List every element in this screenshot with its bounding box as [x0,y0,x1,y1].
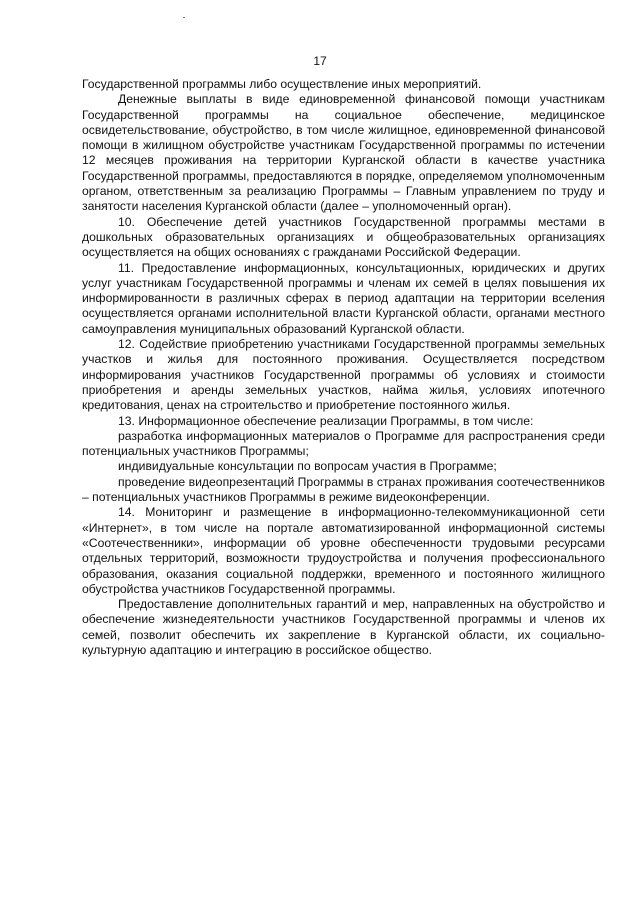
paragraph-continuation: Государственной программы либо осуществление иных мероприятий. [82,77,482,91]
page-number: 17 [313,54,327,68]
paragraph-item-13: 13. Информационное обеспечение реализации Программы, в том числе: [118,413,534,428]
paragraph-item-13-materials: разработка информационных материалов о Программе для распространения среди потенциальных участников Программы; [82,428,605,459]
document-body [82,77,605,658]
paragraph-conclusion: Предоставление дополнительных гарантий и мер, направленных на обустройство и обеспечение жизнедеятельности участников Государственной программы и членов их семей, позволит обеспечить их закрепление в Курганской области, их социально-культурную адаптацию и интеграцию в российское общество. [82,597,605,657]
paragraph-payments: Денежные выплаты в виде единовременной финансовой помощи участникам Государственной программы на социальное обеспечение, медицинское освидетельствование, обустройство, в том числе жилищное, единовременной финансовой помощи в жилищном обустройстве участникам Государственной программы по истечении 12 месяцев проживания на территории Курганской области в качестве участника Государственной программы, предоставляются в порядке, определяемом уполномоченным органом, ответственным за реализацию Программы – Главным управлением по труду и занятости населения Курганской области (далее – уполномоченный орган). [82,92,605,214]
paragraph-item-12: 12. Содействие приобретению участниками Государственной программы земельных участков и жилья для постоянного проживания. Осуществляется посредством информирования участников Государственной программы об условиях и стоимости приобретения и аренды земельных участков, найма жилья, условиях ипотечного кредитования, ценах на строительство и приобретение постоянного жилья. [82,337,605,413]
scan-speck [183,17,185,18]
paragraph-item-13-videopresentations: проведение видеопрезентаций Программы в странах проживания соотечественников – потенциальных участников Программы в режиме видеоконференции. [82,474,605,505]
paragraph-item-10: 10. Обеспечение детей участников Государственной программы местами в дошкольных образовательных организациях и общеобразовательных организациях осуществляется на общих основаниях с гражданами Российской Федерации. [82,214,605,260]
paragraph-item-14: 14. Мониторинг и размещение в информационно-телекоммуникационной сети «Интернет», в том числе на портале автоматизированной информационной системы «Соотечественники», информации об уровне обеспеченности трудовыми ресурсами отдельных территорий, возможности трудоустройства и получения профессионального образования, оказания социальной поддержки, временного и постоянного жилищного обустройства участников Государственной программы. [82,505,605,596]
paragraph-item-11: 11. Предоставление информационных, консультационных, юридических и других услуг участникам Государственной программы и членам их семей в целях повышения их информированности в различных сферах в период адаптации на территории вселения осуществляется органами исполнительной власти Курганской области, органами местного самоуправления муниципальных образований Курганской области. [82,260,605,336]
paragraph-item-13-consultations: индивидуальные консультации по вопросам участия в Программе; [118,459,497,474]
